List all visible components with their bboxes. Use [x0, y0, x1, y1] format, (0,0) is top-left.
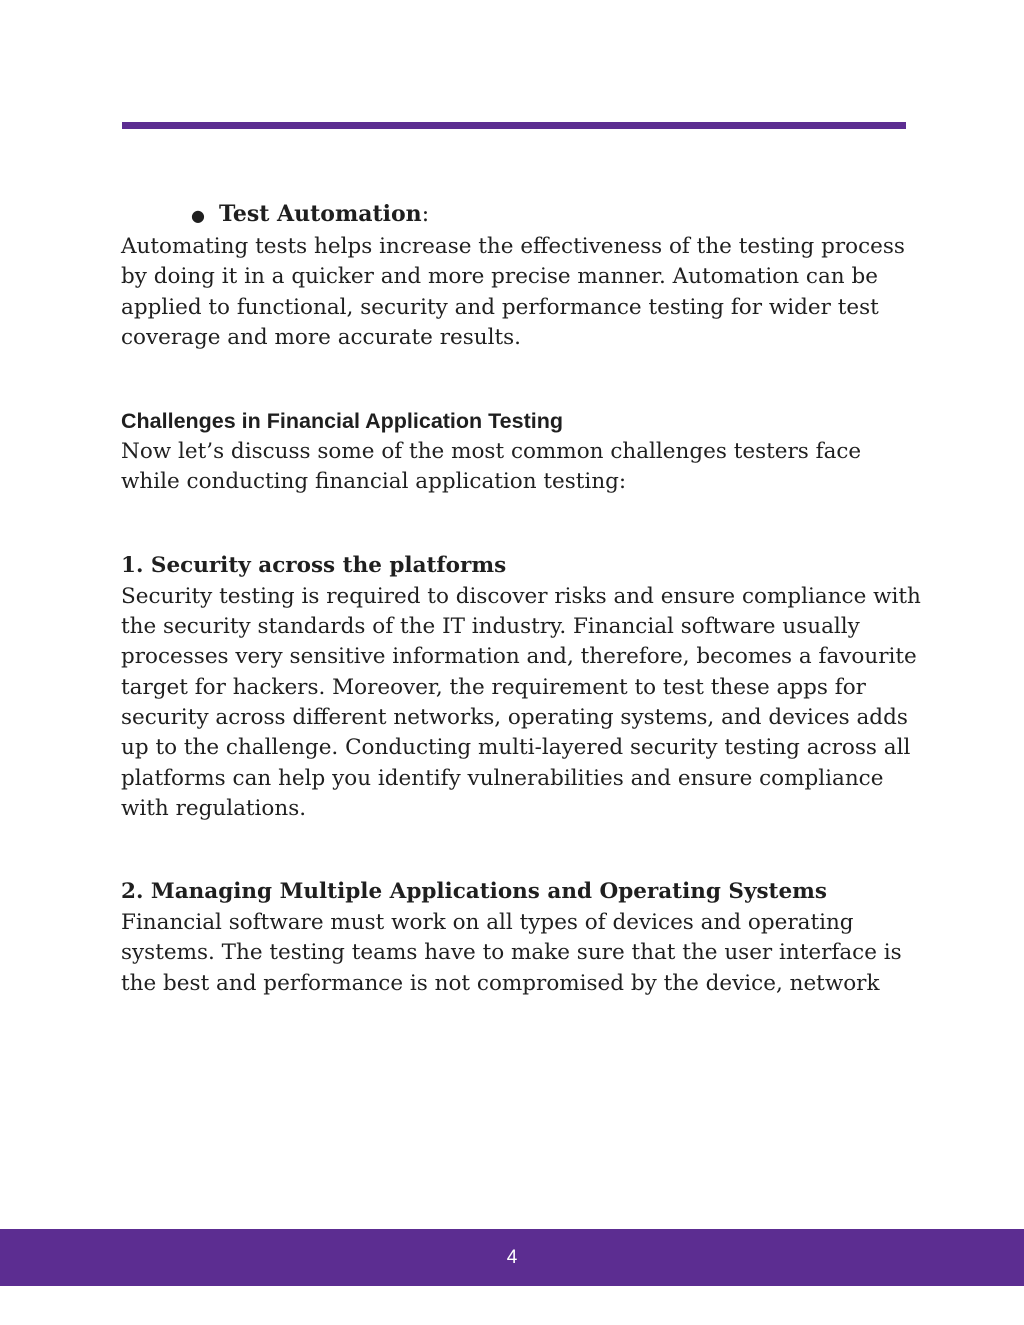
bullet-list-item — [191, 198, 921, 232]
automation-paragraph: Automating tests helps increase the effectiveness of the testing process by doing it in a quicker and more precise manner. Automation can be applied to functional, security and performance testing for wider test coverage and more accurate results. — [121, 234, 905, 350]
page-number: 4 — [506, 1246, 518, 1268]
page-footer — [0, 1229, 1024, 1286]
bullet-title: Test Automation — [219, 201, 422, 227]
multiple-apps-heading: 2. Managing Multiple Applications and Operating Systems — [121, 879, 828, 905]
security-paragraph: Security testing is required to discover risks and ensure compliance with the security standards of the IT industry. Financial software usually processes very sensitive information and, therefore, becomes a favourite target for hackers. Moreover, the requirement to test these apps for security across different networks, operating systems, and devices adds up to the challenge. Conducting multi-layered security testing across all platforms can help you identify vulnerabilities and ensure compliance with regulations. — [121, 583, 921, 821]
bullet-icon: ● — [191, 206, 205, 225]
header-divider — [122, 122, 906, 129]
security-heading: 1. Security across the platforms — [121, 552, 507, 578]
section-heading: Challenges in Financial Application Testing — [121, 409, 563, 434]
multiple-apps-paragraph: Financial software must work on all types of devices and operating systems. The testing teams have to make sure that the user interface is the best and performance is not compromised by the device, network — [121, 910, 902, 996]
page-content — [121, 198, 921, 999]
intro-paragraph: Now let’s discuss some of the most common challenges testers face while conducting financial application testing: — [121, 439, 862, 495]
bullet-title-suffix: : — [421, 202, 430, 227]
